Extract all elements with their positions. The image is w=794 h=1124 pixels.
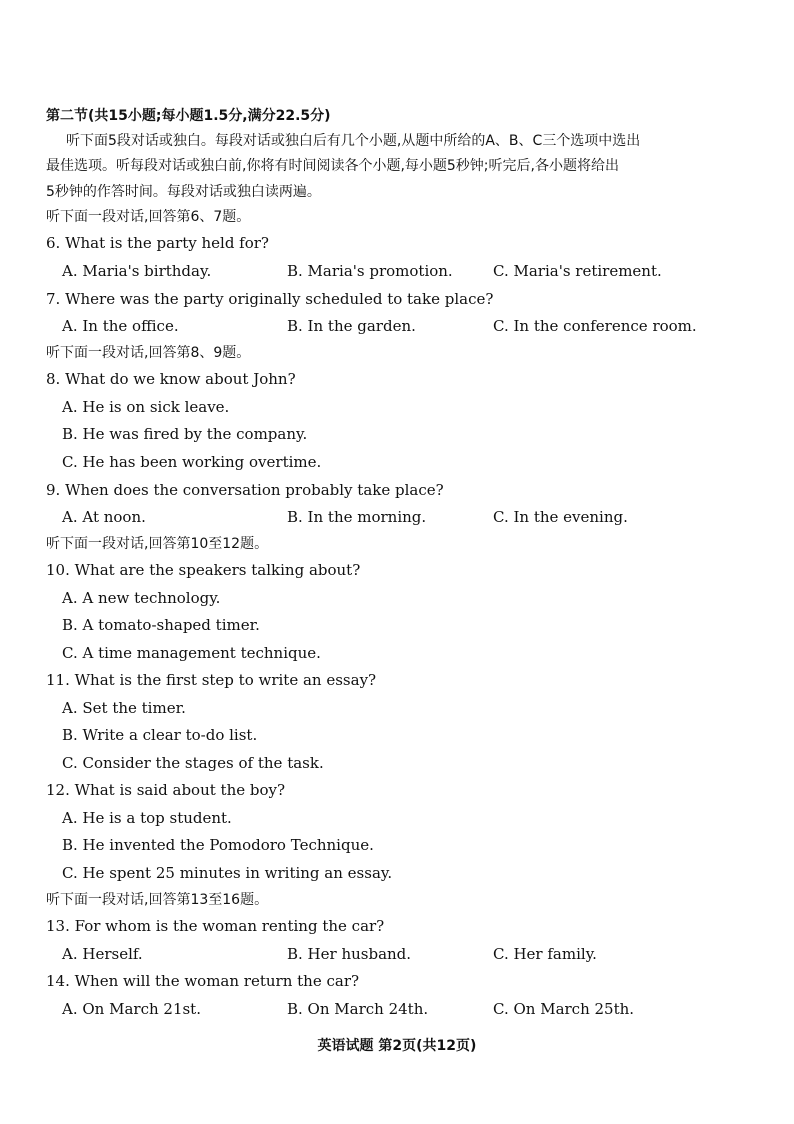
question-12-option-a: A. He is a top student.: [62, 809, 232, 827]
question-13-option-b: B. Her husband.: [287, 945, 412, 963]
question-14-option-b: B. On March 24th.: [287, 1000, 429, 1018]
question-7-stem: 7. Where was the party originally scheduled to take place?: [46, 290, 494, 308]
question-6-stem: 6. What is the party held for?: [46, 234, 269, 252]
question-11-option-c: C. Consider the stages of the task.: [62, 754, 324, 772]
question-6-option-a: A. Maria's birthday.: [62, 262, 212, 280]
question-13-option-c: C. Her family.: [493, 945, 597, 963]
question-11-option-b: B. Write a clear to-do list.: [62, 726, 258, 744]
question-9-option-b: B. In the morning.: [287, 508, 427, 526]
question-8-option-c: C. He has been working overtime.: [62, 453, 322, 471]
section-title: 第二节(共15小题;每小题1.5分,满分22.5分): [46, 108, 331, 124]
question-9-option-a: A. At noon.: [62, 508, 146, 526]
question-12-option-c: C. He spent 25 minutes in writing an essay.: [62, 864, 393, 882]
instructions-line-2: 最佳选项。听每段对话或独白前,你将有时间阅读各个小题,每小题5秒钟;听完后,各小题将给出: [46, 158, 619, 174]
question-14-option-a: A. On March 21st.: [62, 1000, 201, 1018]
question-12-stem: 12. What is said about the boy?: [46, 781, 286, 799]
question-12-option-b: B. He invented the Pomodoro Technique.: [62, 836, 374, 854]
question-10-option-c: C. A time management technique.: [62, 644, 321, 662]
question-9-stem: 9. When does the conversation probably take place?: [46, 481, 444, 499]
question-6-option-c: C. Maria's retirement.: [493, 262, 662, 280]
question-6-option-b: B. Maria's promotion.: [287, 262, 453, 280]
instructions-line-3: 5秒钟的作答时间。每段对话或独白读两遍。: [46, 184, 321, 200]
question-13-option-a: A. Herself.: [62, 945, 143, 963]
question-14-stem: 14. When will the woman return the car?: [46, 972, 360, 990]
group-header-3: 听下面一段对话,回答第10至12题。: [46, 536, 269, 552]
page-footer: 英语试题 第2页(共12页): [317, 1038, 477, 1054]
question-10-option-b: B. A tomato-shaped timer.: [62, 616, 260, 634]
question-13-stem: 13. For whom is the woman renting the car?: [46, 917, 385, 935]
question-9-option-c: C. In the evening.: [493, 508, 628, 526]
question-7-option-c: C. In the conference room.: [493, 317, 697, 335]
instructions-line-1: 听下面5段对话或独白。每段对话或独白后有几个小题,从题中所给的A、B、C三个选项中选出: [66, 133, 641, 149]
question-11-stem: 11. What is the first step to write an essay?: [46, 671, 377, 689]
question-10-option-a: A. A new technology.: [62, 589, 221, 607]
question-10-stem: 10. What are the speakers talking about?: [46, 561, 361, 579]
group-header-1: 听下面一段对话,回答第6、7题。: [46, 209, 251, 225]
question-7-option-b: B. In the garden.: [287, 317, 416, 335]
question-11-option-a: A. Set the timer.: [62, 699, 186, 717]
group-header-2: 听下面一段对话,回答第8、9题。: [46, 345, 251, 361]
question-7-option-a: A. In the office.: [62, 317, 179, 335]
question-8-option-b: B. He was fired by the company.: [62, 425, 308, 443]
group-header-4: 听下面一段对话,回答第13至16题。: [46, 892, 269, 908]
question-14-option-c: C. On March 25th.: [493, 1000, 635, 1018]
question-8-stem: 8. What do we know about John?: [46, 370, 296, 388]
question-8-option-a: A. He is on sick leave.: [62, 398, 230, 416]
